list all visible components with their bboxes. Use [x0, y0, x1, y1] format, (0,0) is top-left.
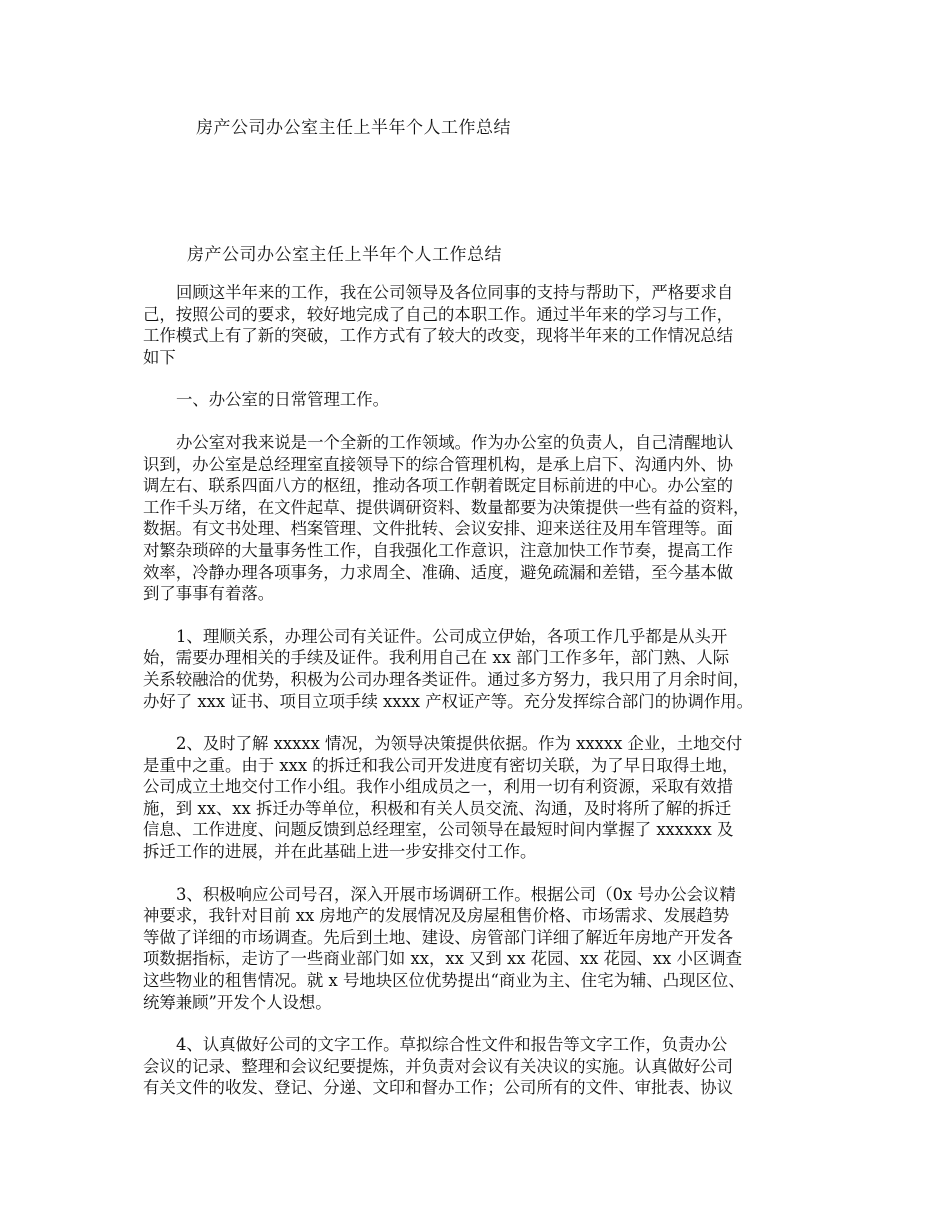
- paragraph-item-2: [143, 733, 811, 863]
- text-line: 关系较融洽的优势，积极为公司办理各类证件。通过多方努力，我只用了月余时间，: [143, 669, 750, 689]
- text-line: 是重中之重。由于 xxx 的拆迁和我公司开发进度有密切关联，为了早日取得土地，: [143, 755, 739, 775]
- text-line: 己，按照公司的要求，较好地完成了自己的本职工作。通过半年来的学习与工作，: [143, 304, 734, 324]
- text-line: 调左右、联系四面八方的枢纽，推动各项工作朝着既定目标前进的中心。办公室的: [143, 476, 734, 496]
- text-line: 效率，冷静办理各项事务，力求周全、准确、适度，避免疏漏和差错，至今基本做: [143, 562, 734, 582]
- text-line: 3、积极响应公司号召，深入开展市场调研工作。根据公司（0x 号办公会议精: [176, 884, 736, 904]
- text-line: 始，需要办理相关的手续及证件。我利用自己在 xx 部门工作多年，部门熟、人际: [143, 648, 730, 668]
- document-title: 房产公司办公室主任上半年个人工作总结: [187, 245, 502, 265]
- paragraph-item-3: [143, 884, 811, 1014]
- paragraph-item-1: [143, 626, 811, 712]
- text-line: 项数据指标，走访了一些商业部门如 xx，xx 又到 xx 花园、xx 花园、xx 小区调查: [143, 949, 743, 969]
- text-line: 这些物业的租售情况。就 x 号地块区位优势提出“商业为主、住宅为辅、凸现区位、: [143, 971, 745, 991]
- text-line: 1、理顺关系，办理公司有关证件。公司成立伊始，各项工作几乎都是从头开: [176, 626, 728, 646]
- text-line: 如下: [143, 347, 176, 367]
- paragraph-item-4: [143, 1034, 811, 1099]
- text-line: 对繁杂琐碎的大量事务性工作，自我强化工作意识，注意加快工作节奏，提高工作: [143, 540, 734, 560]
- text-line: 有关文件的收发、登记、分递、文印和督办工作；公司所有的文件、审批表、协议: [143, 1078, 734, 1098]
- text-line: 到了事事有着落。: [143, 584, 275, 604]
- document-header-title: 房产公司办公室主任上半年个人工作总结: [196, 118, 511, 138]
- text-line: 4、认真做好公司的文字工作。草拟综合性文件和报告等文字工作，负责办公: [176, 1035, 728, 1055]
- text-line: 数据。有文书处理、档案管理、文件批转、会议安排、迎来送往及用车管理等。面: [143, 519, 734, 539]
- text-line: 办公室对我来说是一个全新的工作领域。作为办公室的负责人，自己清醒地认: [176, 432, 734, 452]
- text-line: 2、及时了解 xxxxx 情况，为领导决策提供依据。作为 xxxxx 企业，土地交付: [176, 734, 743, 754]
- text-line: 办好了 xxx 证书、项目立项手续 xxxx 产权证产等。充分发挥综合部门的协调作用。: [143, 691, 754, 711]
- text-line: 一、办公室的日常管理工作。: [176, 390, 390, 410]
- text-line: 等做了详细的市场调查。先后到土地、建设、房管部门详细了解近年房地产开发各: [143, 927, 734, 947]
- document-body: [143, 282, 811, 1120]
- section-heading: [143, 389, 811, 411]
- text-line: 工作千头万绪，在文件起草、提供调研资料、数量都要为决策提供一些有益的资料，: [143, 497, 750, 517]
- text-line: 工作模式上有了新的突破，工作方式有了较大的改变，现将半年来的工作情况总结: [143, 326, 734, 346]
- text-line: 公司成立土地交付工作小组。我作小组成员之一，利用一切有利资源，采取有效措: [143, 777, 734, 797]
- text-line: 识到，办公室是总经理室直接领导下的综合管理机构，是承上启下、沟通内外、协: [143, 454, 734, 474]
- text-line: 信息、工作进度、问题反馈到总经理室，公司领导在最短时间内掌握了 xxxxxx 及: [143, 820, 734, 840]
- paragraph-office-overview: [143, 432, 811, 605]
- text-line: 回顾这半年来的工作，我在公司领导及各位同事的支持与帮助下，严格要求自: [176, 283, 734, 302]
- text-line: 神要求，我针对目前 xx 房地产的发展情况及房屋租售价格、市场需求、发展趋势: [143, 906, 730, 926]
- paragraph-intro: [143, 282, 811, 368]
- text-line: 会议的记录、整理和会议纪要提炼，并负责对会议有关决议的实施。认真做好公司: [143, 1056, 734, 1076]
- text-line: 拆迁工作的进展，并在此基础上进一步安排交付工作。: [143, 842, 537, 862]
- text-line: 施，到 xx、xx 拆迁办等单位，积极和有关人员交流、沟通，及时将所了解的拆迁: [143, 798, 732, 818]
- text-line: 统筹兼顾”开发个人设想。: [143, 992, 332, 1012]
